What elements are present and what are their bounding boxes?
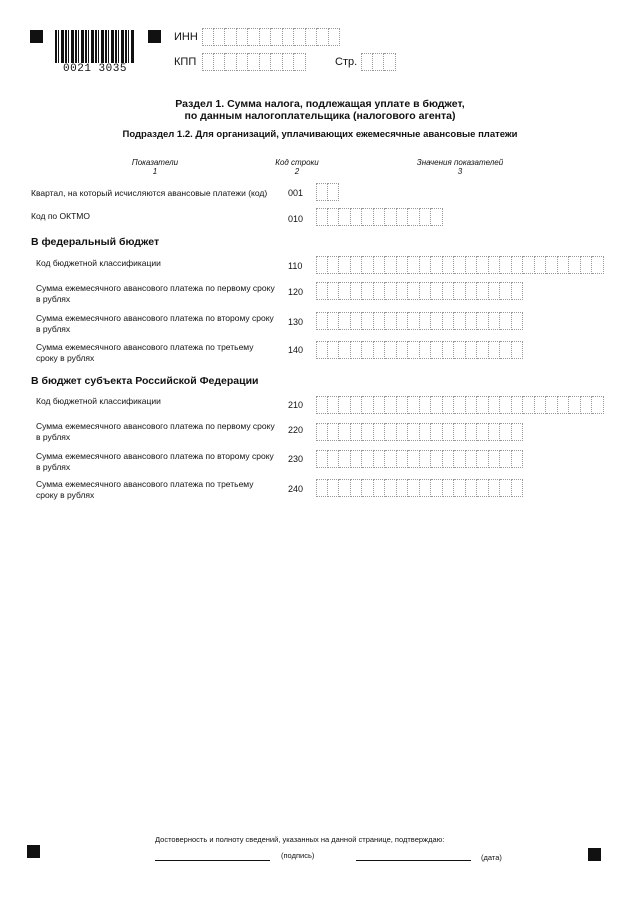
input-cell[interactable] [477,450,489,468]
date-label: (дата) [481,853,502,862]
input-cell[interactable] [408,312,420,330]
input-cell[interactable] [477,341,489,359]
input-cell[interactable] [237,28,249,46]
input-cell[interactable] [339,256,351,274]
input-cell[interactable] [477,423,489,441]
input-cell[interactable] [328,256,340,274]
input-cell[interactable] [443,479,455,497]
input-cell[interactable] [523,256,535,274]
regional-first-term-code: 220 [288,425,304,435]
column-1-label: Показатели [131,158,179,167]
input-cell[interactable] [454,256,466,274]
input-cell[interactable] [443,282,455,300]
input-cell[interactable] [397,396,409,414]
input-cell[interactable] [397,312,409,330]
input-cell[interactable] [466,423,478,441]
input-cell[interactable] [374,282,386,300]
input-cell[interactable] [477,479,489,497]
input-cell[interactable] [454,479,466,497]
federal-third-term-code: 140 [288,345,304,355]
input-cell[interactable] [420,256,432,274]
input-cell[interactable] [420,396,432,414]
input-cell[interactable] [466,312,478,330]
input-cell[interactable] [328,341,340,359]
inn-field[interactable] [202,28,340,46]
input-cell[interactable] [592,396,604,414]
input-cell[interactable] [466,256,478,274]
input-cell[interactable] [260,53,272,71]
input-cell[interactable] [339,282,351,300]
input-cell[interactable] [489,396,501,414]
input-cell[interactable] [523,396,535,414]
input-cell[interactable] [225,53,237,71]
input-cell[interactable] [362,312,374,330]
input-cell[interactable] [500,341,512,359]
regional-first-term-label: Сумма ежемесячного авансового платежа по первому сроку в рублях [36,421,275,442]
input-cell[interactable] [225,28,237,46]
input-cell[interactable] [431,396,443,414]
input-cell[interactable] [397,208,409,226]
input-cell[interactable] [328,183,340,201]
federal-budget-heading: В федеральный бюджет [31,236,160,248]
confirmation-text: Достоверность и полноту сведений, указанных на данной странице, подтверждаю: [155,835,445,844]
kpp-field[interactable] [202,53,306,71]
input-cell[interactable] [316,312,328,330]
input-cell[interactable] [500,256,512,274]
input-cell[interactable] [454,423,466,441]
corner-marker-top-left [30,30,43,43]
input-cell[interactable] [328,208,340,226]
input-cell[interactable] [351,312,363,330]
federal-first-term-label: Сумма ежемесячного авансового платежа по первому сроку в рублях [36,283,275,304]
regional-budget-heading: В бюджет субъекта Российской Федерации [31,375,259,387]
input-cell[interactable] [512,256,524,274]
input-cell[interactable] [339,396,351,414]
input-cell[interactable] [362,450,374,468]
input-cell[interactable] [489,282,501,300]
input-cell[interactable] [397,341,409,359]
input-cell[interactable] [466,396,478,414]
subsection-title: Подраздел 1.2. Для организаций, уплачивающих ежемесячные авансовые платежи [122,129,518,140]
input-cell[interactable] [248,28,260,46]
input-cell[interactable] [431,423,443,441]
input-cell[interactable] [385,423,397,441]
input-cell[interactable] [317,28,329,46]
input-cell[interactable] [339,341,351,359]
input-cell[interactable] [374,256,386,274]
input-cell[interactable] [489,450,501,468]
input-cell[interactable] [500,450,512,468]
federal-kbk-field[interactable] [316,256,604,274]
corner-marker-bottom-right [588,848,601,861]
quarter-code: 001 [288,188,304,198]
input-cell[interactable] [558,256,570,274]
input-cell[interactable] [489,479,501,497]
input-cell[interactable] [443,312,455,330]
input-cell[interactable] [316,423,328,441]
input-cell[interactable] [443,423,455,441]
input-cell[interactable] [535,256,547,274]
input-cell[interactable] [500,479,512,497]
federal-kbk-label: Код бюджетной классификации [36,258,161,268]
input-cell[interactable] [466,341,478,359]
input-cell[interactable] [489,423,501,441]
input-cell[interactable] [374,450,386,468]
input-cell[interactable] [374,312,386,330]
barcode-bars [55,30,135,63]
input-cell[interactable] [283,53,295,71]
input-cell[interactable] [581,256,593,274]
input-cell[interactable] [316,282,328,300]
input-cell[interactable] [351,256,363,274]
column-3-header [405,158,515,176]
input-cell[interactable] [385,208,397,226]
input-cell[interactable] [339,450,351,468]
input-cell[interactable] [546,396,558,414]
kpp-label: КПП [174,56,197,68]
input-cell[interactable] [500,282,512,300]
input-cell[interactable] [385,282,397,300]
regional-kbk-code: 210 [288,400,304,410]
input-cell[interactable] [374,479,386,497]
input-cell[interactable] [362,256,374,274]
input-cell[interactable] [374,341,386,359]
input-cell[interactable] [397,423,409,441]
input-cell[interactable] [489,341,501,359]
federal-kbk-code: 110 [288,261,303,271]
input-cell[interactable] [362,479,374,497]
input-cell[interactable] [294,28,306,46]
input-cell[interactable] [466,479,478,497]
input-cell[interactable] [361,53,373,71]
input-cell[interactable] [420,341,432,359]
input-cell[interactable] [373,53,385,71]
column-3-label: Значения показателей [416,158,504,167]
input-cell[interactable] [328,423,340,441]
input-cell[interactable] [362,423,374,441]
input-cell[interactable] [408,450,420,468]
input-cell[interactable] [535,396,547,414]
input-cell[interactable] [328,282,340,300]
input-cell[interactable] [408,256,420,274]
input-cell[interactable] [351,479,363,497]
input-cell[interactable] [351,423,363,441]
oktmo-field[interactable] [316,208,443,226]
input-cell[interactable] [569,256,581,274]
input-cell[interactable] [362,282,374,300]
input-cell[interactable] [431,479,443,497]
input-cell[interactable] [237,53,249,71]
input-cell[interactable] [592,256,604,274]
barcode-number: 0021 3035 [63,63,127,75]
input-cell[interactable] [328,396,340,414]
input-cell[interactable] [454,341,466,359]
input-cell[interactable] [408,282,420,300]
input-cell[interactable] [477,256,489,274]
input-cell[interactable] [512,423,524,441]
input-cell[interactable] [512,396,524,414]
input-cell[interactable] [420,208,432,226]
regional-kbk-label: Код бюджетной классификации [36,396,161,406]
input-cell[interactable] [489,256,501,274]
federal-first-term-field[interactable] [316,282,523,300]
input-cell[interactable] [329,28,341,46]
input-cell[interactable] [397,450,409,468]
input-cell[interactable] [316,479,328,497]
input-cell[interactable] [339,312,351,330]
input-cell[interactable] [454,450,466,468]
column-3-number: 3 [457,167,463,176]
input-cell[interactable] [294,53,306,71]
input-cell[interactable] [569,396,581,414]
input-cell[interactable] [431,282,443,300]
regional-second-term-code: 230 [288,454,304,464]
input-cell[interactable] [260,28,272,46]
input-cell[interactable] [408,341,420,359]
column-1-number: 1 [152,167,158,176]
input-cell[interactable] [454,396,466,414]
input-cell[interactable] [397,282,409,300]
input-cell[interactable] [316,208,328,226]
input-cell[interactable] [477,396,489,414]
regional-first-term-field[interactable] [316,423,523,441]
column-2-label: Код строки [275,158,319,167]
input-cell[interactable] [316,256,328,274]
input-cell[interactable] [316,396,328,414]
input-cell[interactable] [443,341,455,359]
input-cell[interactable] [283,28,295,46]
input-cell[interactable] [397,256,409,274]
input-cell[interactable] [351,341,363,359]
input-cell[interactable] [339,208,351,226]
quarter-field[interactable] [316,183,339,201]
input-cell[interactable] [397,479,409,497]
input-cell[interactable] [454,312,466,330]
federal-second-term-field[interactable] [316,312,523,330]
oktmo-label: Код по ОКТМО [31,211,90,221]
regional-second-term-label: Сумма ежемесячного авансового платежа по второму сроку в рублях [36,451,274,472]
input-cell[interactable] [512,479,524,497]
input-cell[interactable] [431,341,443,359]
input-cell[interactable] [362,341,374,359]
input-cell[interactable] [328,312,340,330]
input-cell[interactable] [385,396,397,414]
input-cell[interactable] [431,208,443,226]
input-cell[interactable] [408,396,420,414]
input-cell[interactable] [385,479,397,497]
input-cell[interactable] [512,282,524,300]
input-cell[interactable] [374,423,386,441]
quarter-label: Квартал, на который исчисляются авансовые платежи (код) [31,188,268,198]
input-cell[interactable] [420,282,432,300]
input-cell[interactable] [489,312,501,330]
input-cell[interactable] [328,450,340,468]
input-cell[interactable] [558,396,570,414]
input-cell[interactable] [408,423,420,441]
column-2-header [262,158,332,176]
regional-third-term-field[interactable] [316,479,523,497]
input-cell[interactable] [443,396,455,414]
input-cell[interactable] [316,341,328,359]
input-cell[interactable] [477,312,489,330]
input-cell[interactable] [339,423,351,441]
section-title-line1: Раздел 1. Сумма налога, подлежащая уплате в бюджет, [175,98,465,110]
input-cell[interactable] [466,450,478,468]
input-cell[interactable] [248,53,260,71]
input-cell[interactable] [431,256,443,274]
input-cell[interactable] [512,450,524,468]
signature-line[interactable] [155,860,270,861]
input-cell[interactable] [500,396,512,414]
input-cell[interactable] [351,282,363,300]
input-cell[interactable] [581,396,593,414]
input-cell[interactable] [454,282,466,300]
input-cell[interactable] [512,312,524,330]
input-cell[interactable] [351,450,363,468]
input-cell[interactable] [385,312,397,330]
barcode [55,30,135,74]
input-cell[interactable] [466,282,478,300]
input-cell[interactable] [408,208,420,226]
input-cell[interactable] [431,450,443,468]
regional-third-term-label: Сумма ежемесячного авансового платежа по третьему сроку в рублях [36,479,254,500]
regional-second-term-field[interactable] [316,450,523,468]
page-label: Стр. [335,56,358,68]
input-cell[interactable] [374,208,386,226]
input-cell[interactable] [271,53,283,71]
column-2-number: 2 [294,167,300,176]
input-cell[interactable] [443,450,455,468]
input-cell[interactable] [374,396,386,414]
input-cell[interactable] [351,208,363,226]
input-cell[interactable] [420,312,432,330]
input-cell[interactable] [316,183,328,201]
input-cell[interactable] [443,256,455,274]
input-cell[interactable] [385,256,397,274]
federal-third-term-label: Сумма ежемесячного авансового платежа по третьему сроку в рублях [36,342,254,363]
input-cell[interactable] [214,53,226,71]
federal-second-term-code: 130 [288,317,304,327]
regional-kbk-field[interactable] [316,396,604,414]
input-cell[interactable] [500,312,512,330]
federal-third-term-field[interactable] [316,341,523,359]
input-cell[interactable] [271,28,283,46]
input-cell[interactable] [500,423,512,441]
input-cell[interactable] [385,450,397,468]
input-cell[interactable] [477,282,489,300]
input-cell[interactable] [328,479,340,497]
input-cell[interactable] [214,28,226,46]
input-cell[interactable] [512,341,524,359]
input-cell[interactable] [202,28,214,46]
federal-first-term-code: 120 [288,287,304,297]
input-cell[interactable] [420,450,432,468]
input-cell[interactable] [408,479,420,497]
signature-label: (подпись) [281,851,315,860]
regional-third-term-code: 240 [288,484,304,494]
input-cell[interactable] [546,256,558,274]
oktmo-code: 010 [288,214,304,224]
inn-label: ИНН [174,31,198,43]
corner-marker-bottom-left [27,845,40,858]
input-cell[interactable] [385,341,397,359]
input-cell[interactable] [351,396,363,414]
page-number-field[interactable] [361,53,396,71]
input-cell[interactable] [362,208,374,226]
federal-second-term-label: Сумма ежемесячного авансового платежа по второму сроку в рублях [36,313,274,334]
column-1-header [105,158,205,176]
date-line[interactable] [356,860,471,861]
input-cell[interactable] [339,479,351,497]
input-cell[interactable] [306,28,318,46]
section-title-line2: по данным налогоплательщика (налогового агента) [184,110,456,122]
input-cell[interactable] [384,53,396,71]
input-cell[interactable] [420,423,432,441]
corner-marker-top-right [148,30,161,43]
input-cell[interactable] [316,450,328,468]
input-cell[interactable] [202,53,214,71]
input-cell[interactable] [362,396,374,414]
input-cell[interactable] [420,479,432,497]
input-cell[interactable] [431,312,443,330]
